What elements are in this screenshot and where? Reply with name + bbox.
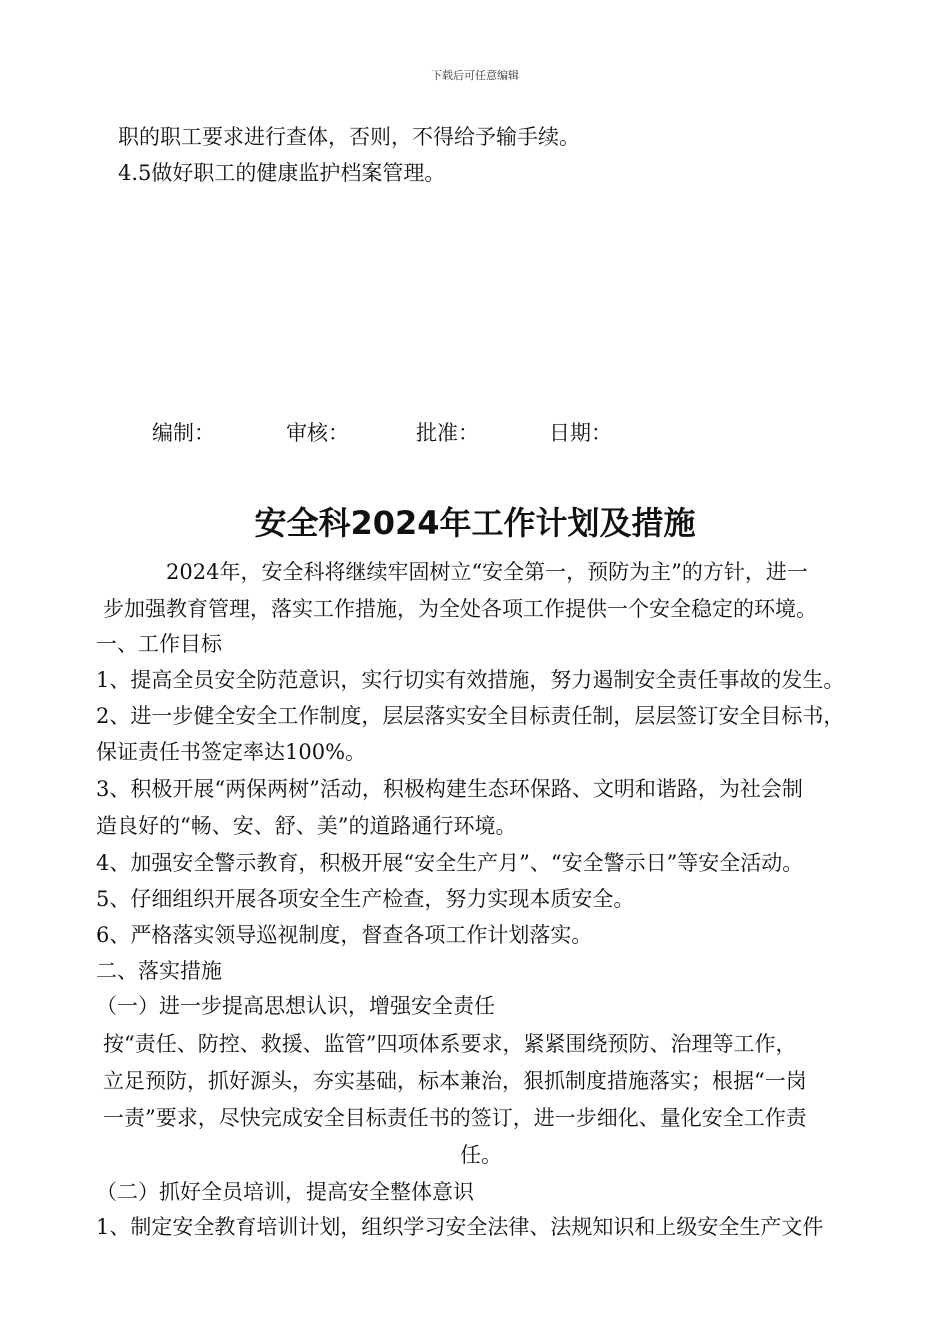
approve-label: 批准： (416, 421, 479, 445)
goal-5: 5、仔细组织开展各项安全生产检查，努力实现本质安全。 (96, 887, 635, 911)
goal-3-line-1: 3、积极开展“两保两树”活动，积极构建生态环保路、文明和谐路，为社会制 (96, 777, 803, 801)
compile-label: 编制： (152, 421, 215, 445)
subsection-heading-1: （一）进一步提高思想认识，增强安全责任 (96, 994, 495, 1018)
measure-2-line-1: 1、制定安全教育培训计划，组织学习安全法律、法规知识和上级安全生产文件 (96, 1215, 824, 1239)
goal-3-line-2: 造良好的“畅、安、舒、美”的道路通行环境。 (96, 814, 517, 838)
review-label: 审核： (286, 421, 349, 445)
measure-1-line-4: 任。 (460, 1143, 502, 1167)
prev-line-2: 4.5做好职工的健康监护档案管理。 (118, 161, 446, 185)
goal-6: 6、严格落实领导巡视制度，督查各项工作计划落实。 (96, 923, 593, 947)
goal-4: 4、加强安全警示教育，积极开展“安全生产月”、“安全警示日”等安全活动。 (96, 851, 804, 875)
measure-1-line-3: 一责”要求，尽快完成安全目标责任书的签订，进一步细化、量化安全工作责 (103, 1106, 807, 1130)
section-heading-goals: 一、工作目标 (96, 632, 222, 656)
goal-2-line-1: 2、进一步健全安全工作制度，层层落实安全目标责任制，层层签订安全目标书， (96, 704, 845, 728)
goal-2-line-2: 保证责任书签定率达100%。 (96, 740, 367, 764)
page-header-note: 下载后可任意编辑 (431, 69, 519, 82)
section-heading-measures: 二、落实措施 (96, 959, 222, 983)
measure-1-line-1: 按“责任、防控、救援、监管”四项体系要求，紧紧围绕预防、治理等工作， (103, 1032, 797, 1056)
prev-line-1: 职的职工要求进行查体，否则，不得给予输手续。 (118, 125, 580, 149)
date-label: 日期： (549, 421, 612, 445)
intro-line-1: 2024年，安全科将继续牢固树立“安全第一，预防为主”的方针，进一 (166, 560, 808, 584)
measure-1-line-2: 立足预防，抓好源头，夯实基础，标本兼治，狠抓制度措施落实；根据“一岗 (103, 1069, 807, 1093)
intro-line-2: 步加强教育管理，落实工作措施，为全处各项工作提供一个安全稳定的环境。 (103, 597, 817, 621)
document-title: 安全科2024年工作计划及措施 (254, 504, 696, 542)
goal-1: 1、提高全员安全防范意识，实行切实有效措施，努力遏制安全责任事故的发生。 (96, 668, 845, 692)
subsection-heading-2: （二）抓好全员培训，提高安全整体意识 (96, 1180, 474, 1204)
